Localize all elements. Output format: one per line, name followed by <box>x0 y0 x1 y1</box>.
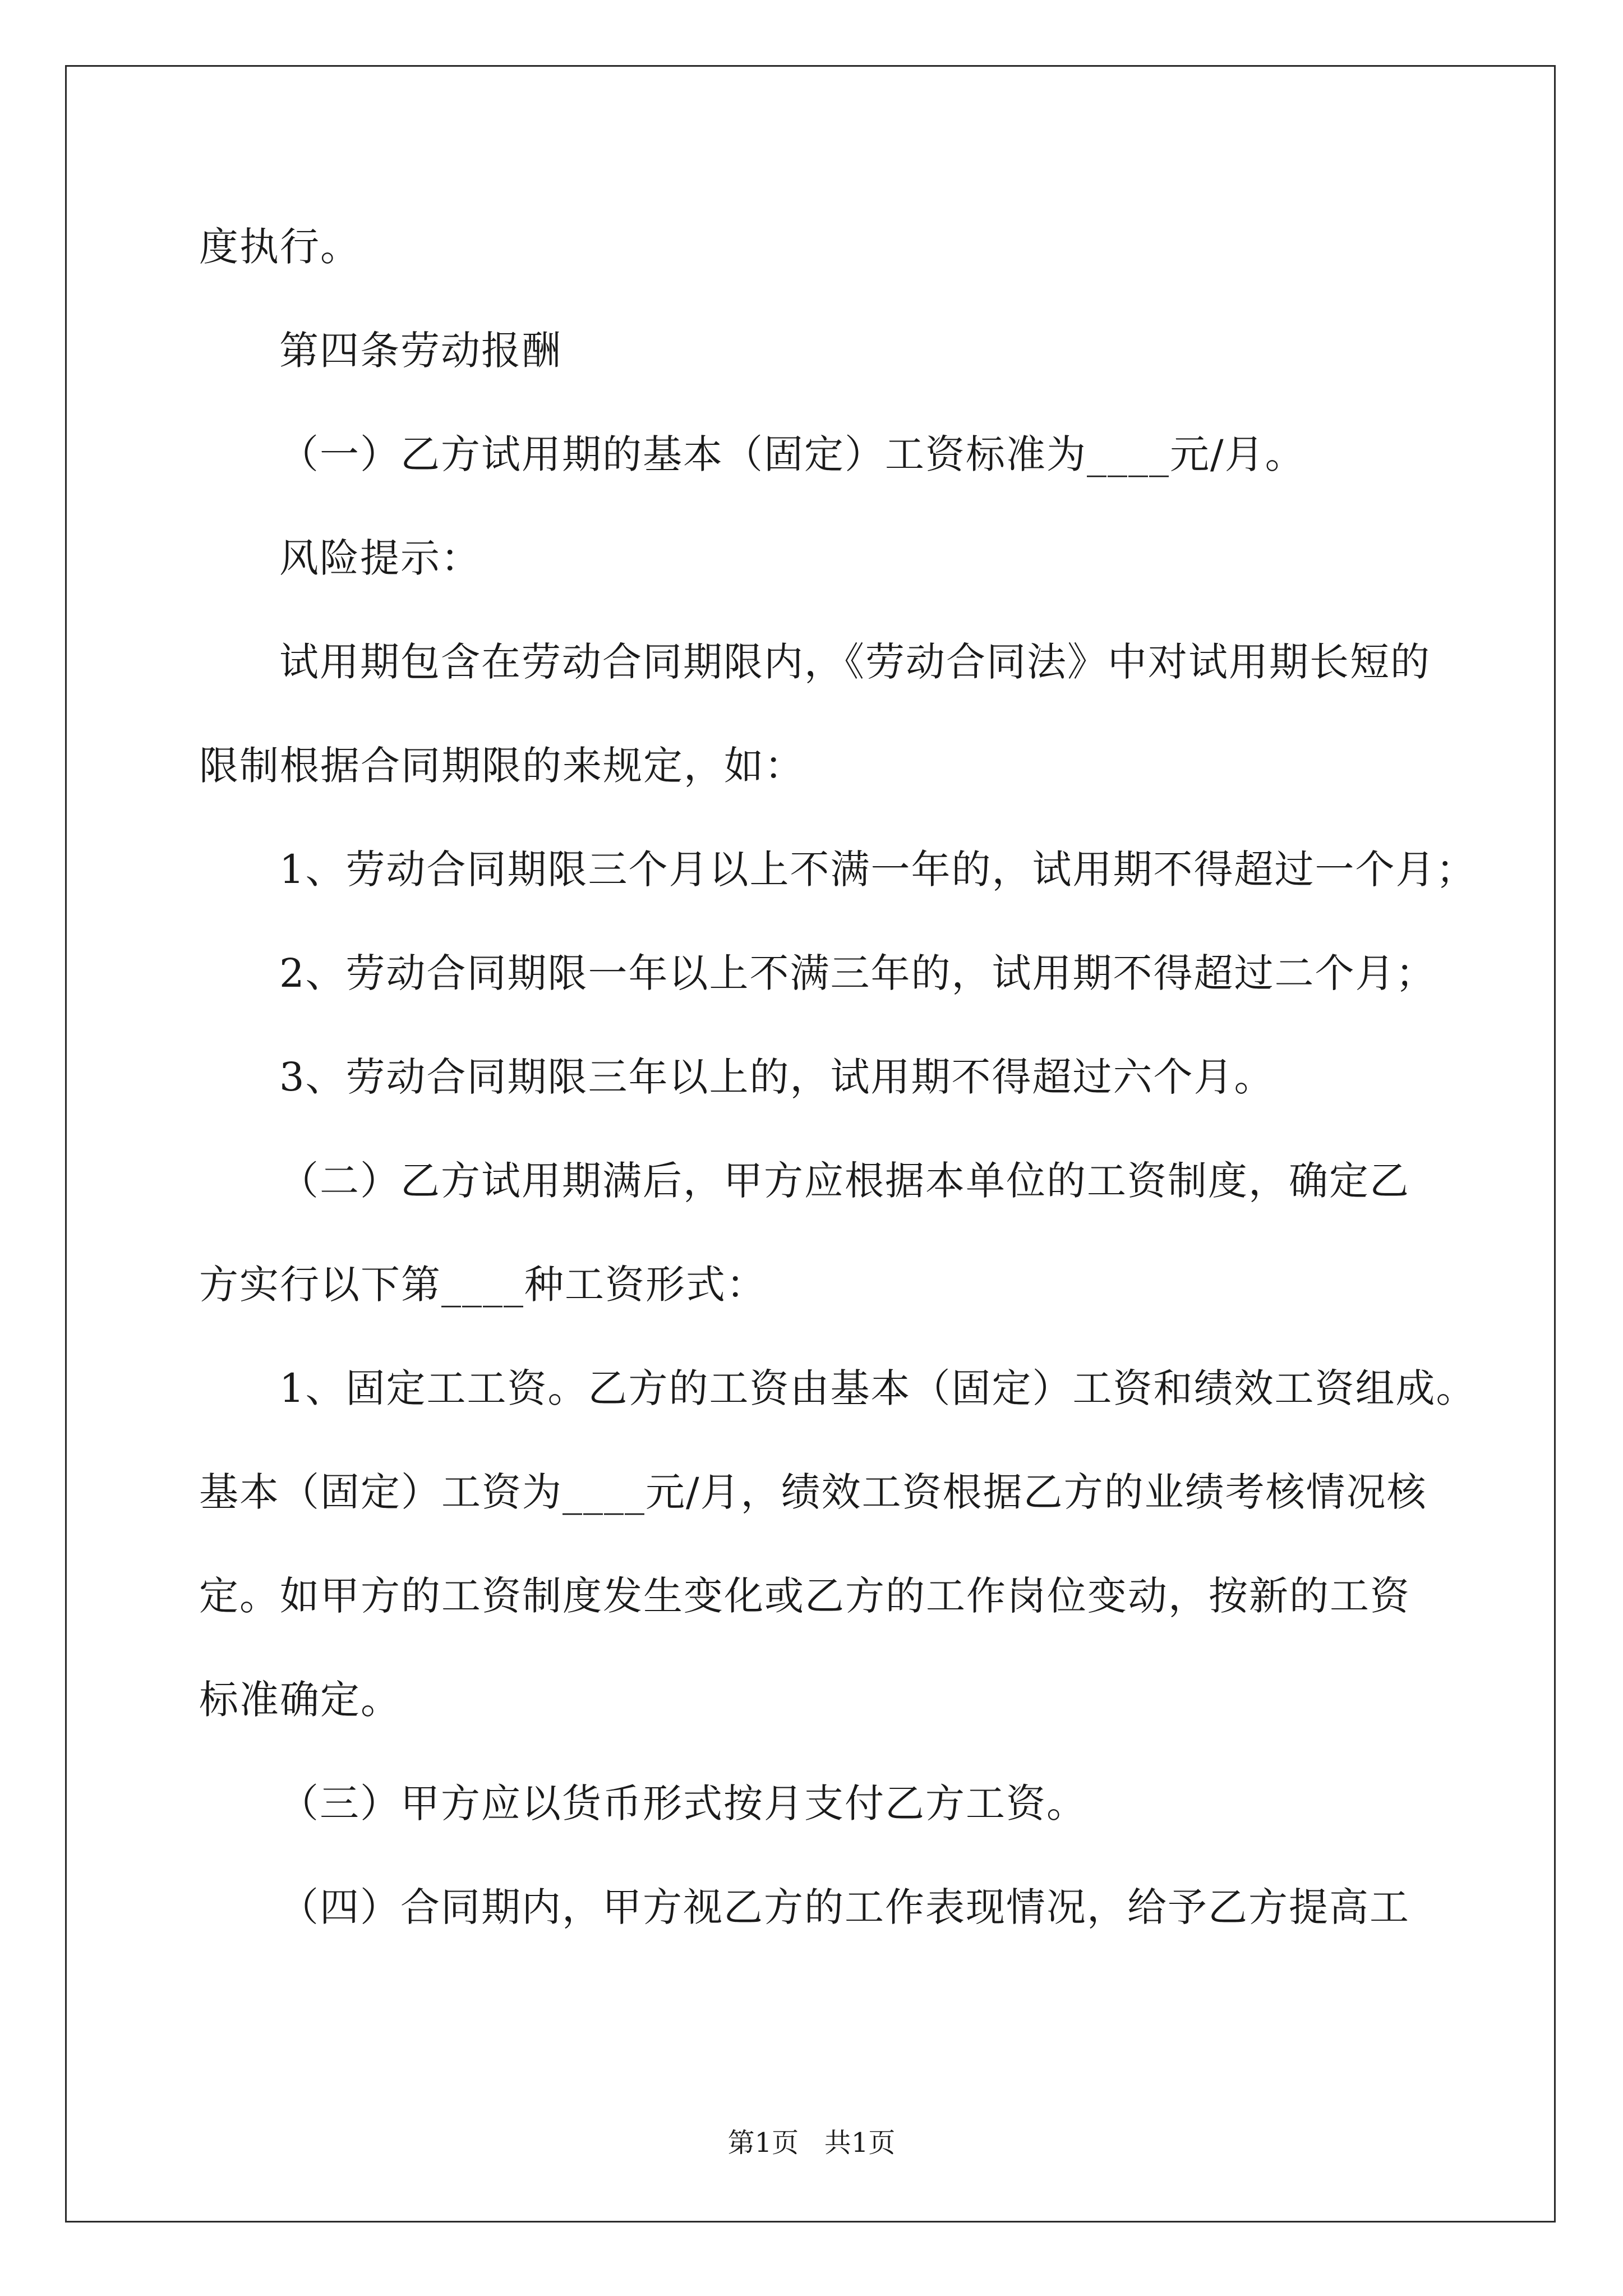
text-line-6: 限制根据合同期限的来规定，如： <box>199 743 805 789</box>
text-line-3: （一）乙方试用期的基本（固定）工资标准为____元/月。 <box>279 431 1306 477</box>
list-item-2: 2、劳动合同期限一年以上不满三年的，试用期不得超过二个月； <box>279 950 1436 996</box>
text-line-13: 基本（固定）工资为____元/月，绩效工资根据乙方的业绩考核情况核 <box>199 1469 1427 1515</box>
section-heading: 第四条劳动报酬 <box>279 328 562 374</box>
text-line-16: （三）甲方应以货币形式按月支付乙方工资。 <box>279 1780 1087 1826</box>
list-item-1: 1、劳动合同期限三个月以上不满一年的，试用期不得超过一个月； <box>279 846 1477 892</box>
text-line-1: 度执行。 <box>199 224 361 270</box>
text-line-12: 1、固定工工资。乙方的工资由基本（固定）工资和绩效工资组成。 <box>279 1365 1477 1411</box>
page-footer: 第1页 共1页 <box>727 2127 896 2159</box>
text-line-15: 标准确定。 <box>199 1677 401 1723</box>
list-item-3: 3、劳动合同期限三年以上的，试用期不得超过六个月。 <box>279 1054 1275 1100</box>
risk-tip-heading: 风险提示： <box>279 535 481 581</box>
text-line-17: （四）合同期内，甲方视乙方的工作表现情况，给予乙方提高工 <box>279 1884 1410 1930</box>
text-line-5: 试用期包含在劳动合同期限内，《劳动合同法》中对试用期长短的 <box>279 639 1431 685</box>
text-line-14: 定。如甲方的工资制度发生变化或乙方的工作岗位变动，按新的工资 <box>199 1573 1410 1619</box>
text-line-10: （二）乙方试用期满后，甲方应根据本单位的工资制度，确定乙 <box>279 1158 1410 1204</box>
text-line-11: 方实行以下第____种工资形式： <box>199 1262 767 1308</box>
